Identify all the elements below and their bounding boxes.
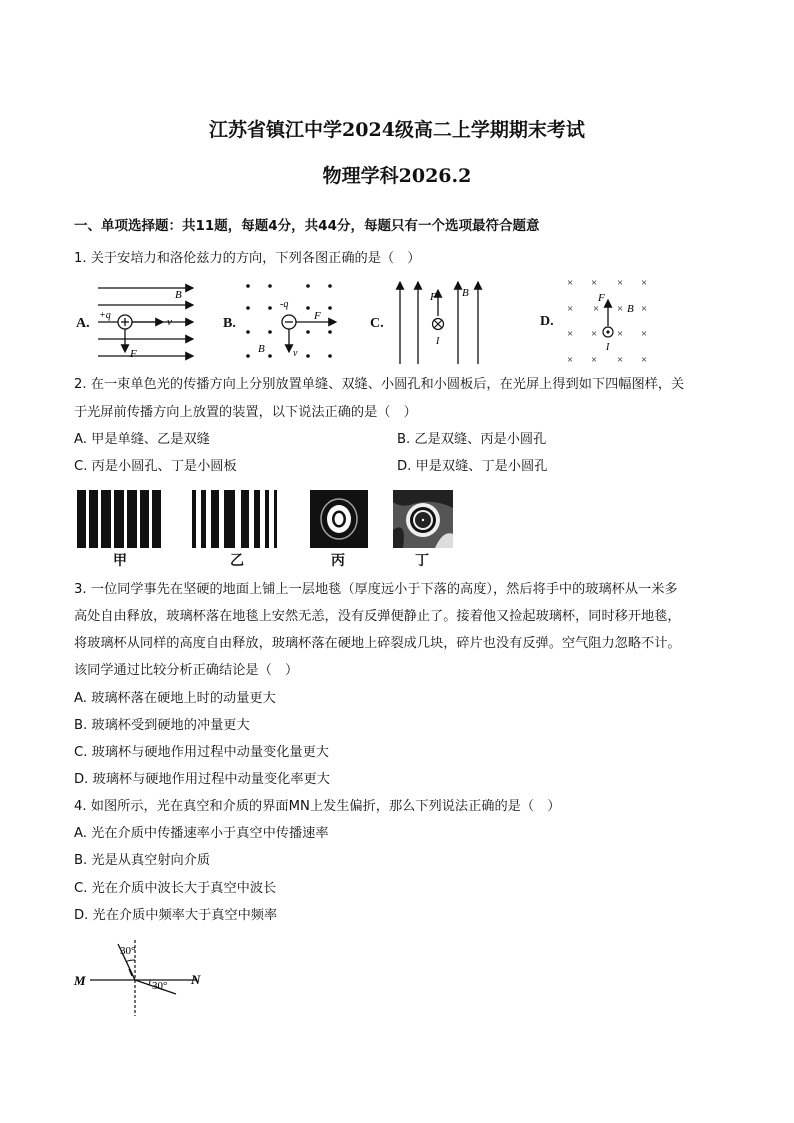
svg-text:×: × (641, 328, 648, 340)
label-f: F (430, 291, 437, 303)
svg-text:×: × (641, 354, 648, 366)
q4-option-b: B. 光是从真空射向介质 (74, 853, 211, 868)
label-i: I (606, 342, 610, 353)
svg-text:×: × (591, 277, 598, 289)
label-b: B (627, 303, 634, 315)
svg-text:×: × (641, 303, 648, 315)
q1-figure-a (95, 278, 205, 363)
svg-text:×: × (617, 354, 624, 366)
q3-line4: 该同学通过比较分析正确结论是（ ） (74, 663, 299, 678)
q2-option-d: D. 甲是双缝、丁是小圆孔 (397, 459, 548, 474)
label-charge: -q (280, 299, 289, 310)
section-heading: 一、单项选择题：共11题，每题4分，共44分，每题只有一个选项最符合题意 (74, 218, 540, 234)
svg-text:×: × (617, 303, 624, 315)
svg-text:×: × (617, 328, 624, 340)
label-angle-bottom: 30° (152, 980, 168, 992)
label-m: M (74, 973, 86, 988)
svg-text:×: × (591, 328, 598, 340)
label-angle-top: 30° (120, 945, 136, 957)
q4-option-c: C. 光在介质中波长大于真空中波长 (74, 881, 277, 896)
pattern-label-yi: 乙 (230, 553, 244, 569)
q4-option-d: D. 光在介质中频率大于真空中频率 (74, 908, 278, 923)
label-b: B (258, 343, 265, 355)
exam-title: 江苏省镇江中学2024级高二上学期期末考试 (209, 119, 585, 141)
q3-option-b: B. 玻璃杯受到硬地的冲量更大 (74, 718, 250, 733)
q1-figure-d (563, 274, 663, 366)
label-f: F (130, 348, 137, 360)
q2-stem-line1: 2. 在一束单色光的传播方向上分别放置单缝、双缝、小圆孔和小圆板后，在光屏上得到如下四幅图样，关 (74, 377, 685, 392)
svg-text:×: × (591, 354, 598, 366)
q1-stem: 1. 关于安培力和洛伦兹力的方向，下列各图正确的是（ ） (74, 251, 421, 266)
q4-refraction-figure (72, 936, 212, 1020)
q1-option-d-letter: D. (540, 314, 554, 329)
q3-option-d: D. 玻璃杯与硬地作用过程中动量变化率更大 (74, 772, 330, 787)
svg-text:×: × (641, 277, 648, 289)
q3-option-a: A. 玻璃杯落在硬地上时的动量更大 (74, 691, 276, 706)
label-f: F (314, 310, 321, 322)
q3-line2: 高处自由释放，玻璃杯落在地毯上安然无恙，没有反弹便静止了。接着他又捡起玻璃杯，同时移开地毯， (74, 609, 681, 624)
label-f: F (598, 292, 605, 304)
q1-option-c-letter: C. (370, 316, 384, 331)
pattern-jia (75, 490, 165, 548)
q2-option-a: A. 甲是单缝、乙是双缝 (74, 432, 210, 447)
q4-option-a: A. 光在介质中传播速率小于真空中传播速率 (74, 826, 329, 841)
q1-option-b-letter: B. (223, 316, 236, 331)
q2-option-b: B. 乙是双缝、丙是小圆孔 (397, 432, 547, 447)
label-charge: +q (99, 310, 111, 321)
label-b: B (175, 289, 182, 301)
svg-text:×: × (617, 277, 624, 289)
q1-figure-b (240, 280, 350, 365)
pattern-label-ding: 丁 (415, 553, 429, 569)
q3-option-c: C. 玻璃杯与硬地作用过程中动量变化量更大 (74, 745, 329, 760)
label-v: v (167, 316, 172, 328)
svg-text:×: × (567, 328, 574, 340)
q1-option-a-letter: A. (76, 316, 90, 331)
svg-text:×: × (567, 303, 574, 315)
label-i: I (436, 336, 440, 347)
pattern-yi (190, 490, 280, 548)
label-v: v (293, 348, 298, 359)
q4-stem: 4. 如图所示，光在真空和介质的界面MN上发生偏折，那么下列说法正确的是（ ） (74, 799, 561, 814)
pattern-label-jia: 甲 (113, 553, 127, 569)
label-n: N (191, 972, 201, 987)
q2-option-c: C. 丙是小圆孔、丁是小圆板 (74, 459, 237, 474)
pattern-bing (310, 490, 368, 548)
label-b: B (462, 287, 469, 299)
pattern-label-bing: 丙 (331, 553, 345, 569)
q3-line1: 3. 一位同学事先在坚硬的地面上铺上一层地毯（厚度远小于下落的高度），然后将手中的玻璃杯从一米多 (74, 582, 678, 597)
q1-figure-c (392, 276, 492, 366)
svg-text:×: × (567, 277, 574, 289)
svg-text:×: × (593, 303, 600, 315)
pattern-ding (393, 490, 453, 548)
q2-stem-line2: 于光屏前传播方向上放置的装置，以下说法正确的是（ ） (74, 405, 417, 420)
exam-subtitle: 物理学科2026.2 (322, 165, 472, 187)
q3-line3: 将玻璃杯从同样的高度自由释放，玻璃杯落在硬地上碎裂成几块，碎片也没有反弹。空气阻力忽略不计。 (74, 636, 681, 651)
svg-text:×: × (567, 354, 574, 366)
